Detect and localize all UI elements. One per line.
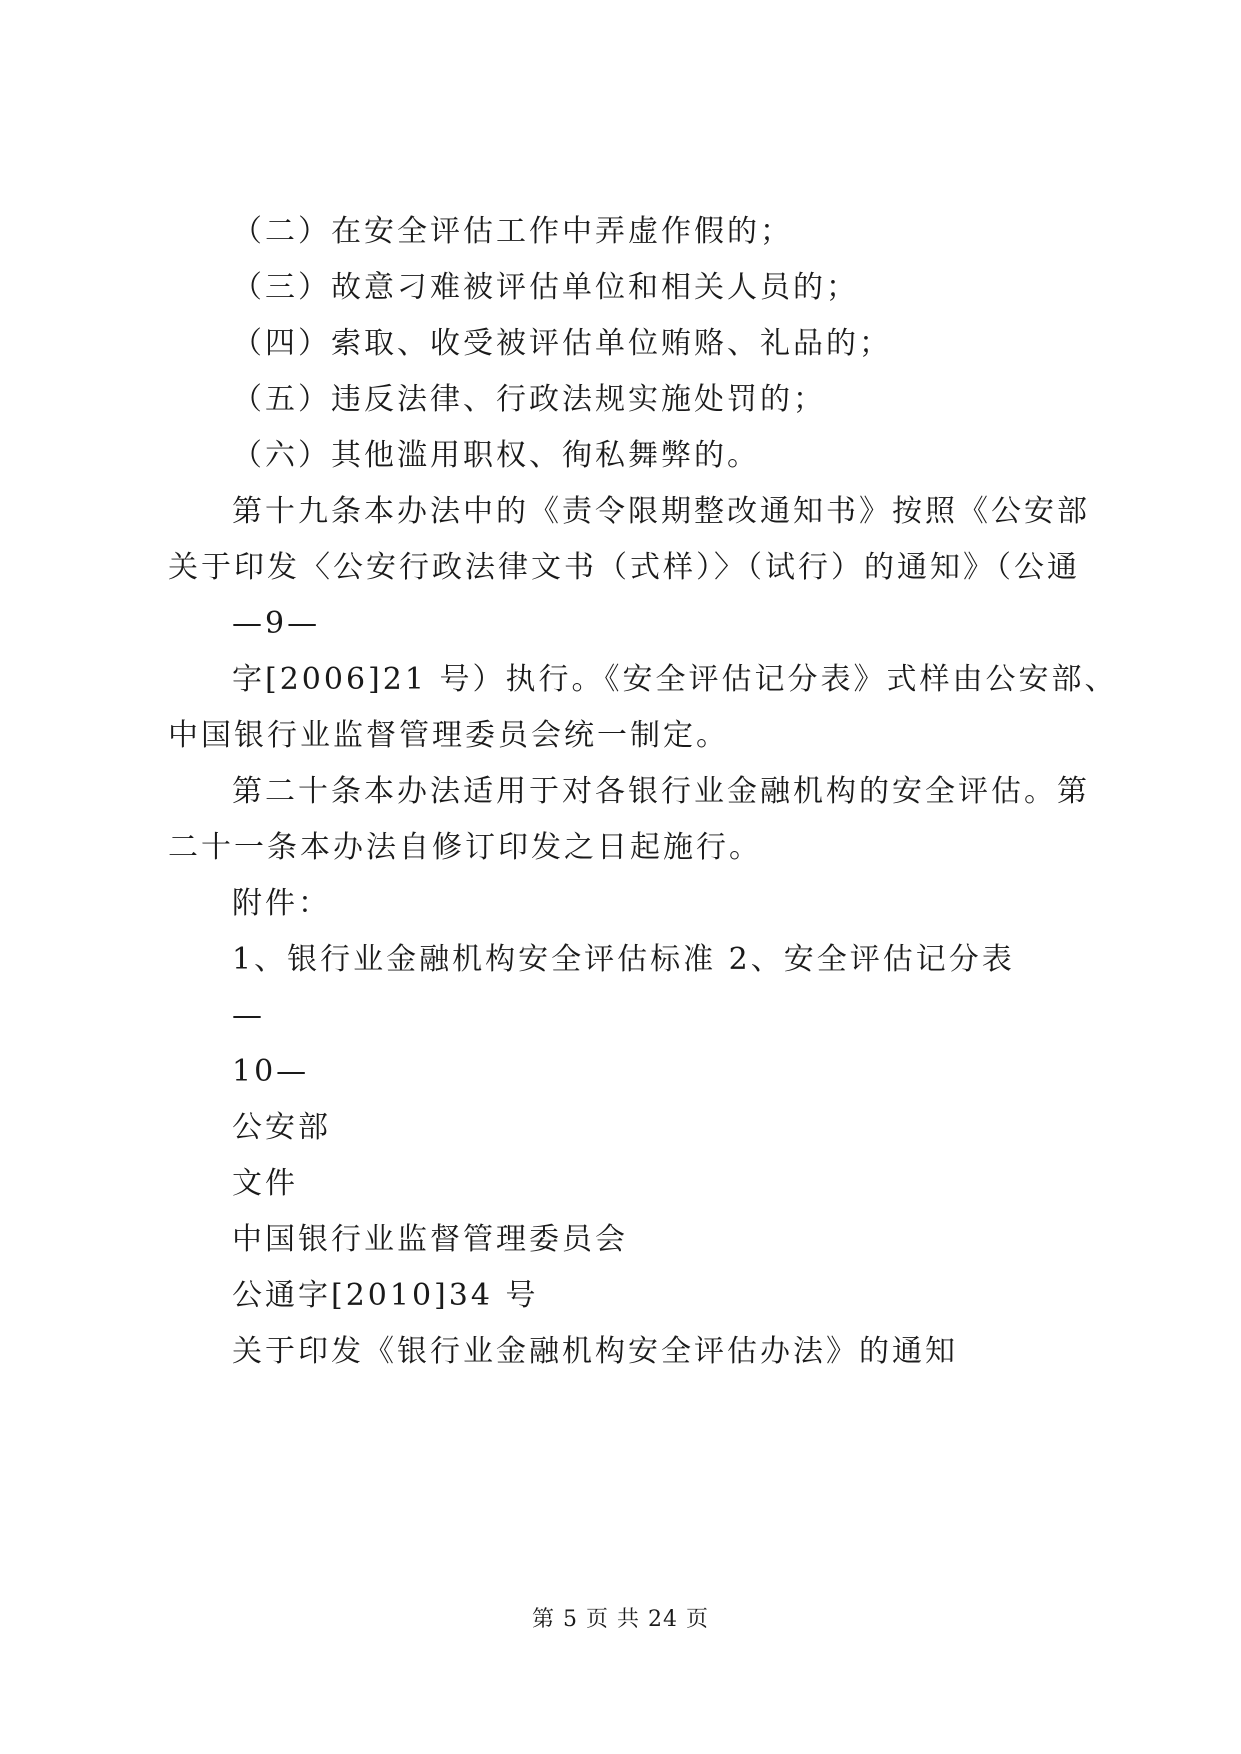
page-footer: 第 5 页 共 24 页 — [532, 1607, 709, 1632]
attachments-heading: 附件： — [232, 886, 331, 921]
item-four: （四）索取、收受被评估单位贿赂、礼品的； — [232, 326, 892, 361]
item-two: （二）在安全评估工作中弄虚作假的； — [232, 214, 793, 249]
item-six: （六）其他滥用职权、徇私舞弊的。 — [232, 438, 760, 473]
issuer-cbrc: 中国银行业监督管理委员会 — [232, 1222, 628, 1257]
document-word: 文件 — [232, 1166, 298, 1201]
page-marker-dash: — — [232, 998, 265, 1033]
page-marker-10: 10— — [232, 1054, 310, 1089]
article-20-line-1: 第二十条本办法适用于对各银行业金融机构的安全评估。第 — [232, 774, 1090, 809]
article-19-line-4: 中国银行业监督管理委员会统一制定。 — [168, 718, 729, 753]
article-19-line-1: 第十九条本办法中的《责令限期整改通知书》按照《公安部 — [232, 494, 1090, 529]
item-five: （五）违反法律、行政法规实施处罚的； — [232, 382, 826, 417]
page-marker-9: —9— — [232, 606, 321, 641]
document-number: 公通字[2010]34 号 — [232, 1278, 539, 1313]
item-three: （三）故意刁难被评估单位和相关人员的； — [232, 270, 859, 305]
attachments-list: 1、银行业金融机构安全评估标准 2、安全评估记分表 — [232, 942, 1015, 977]
article-19-line-3: 字[2006]21 号）执行。《安全评估记分表》式样由公安部、 — [232, 662, 1118, 697]
article-20-line-2: 二十一条本办法自修订印发之日起施行。 — [168, 830, 762, 865]
article-19-line-2: 关于印发〈公安行政法律文书（式样）〉（试行）的通知》（公通 — [168, 550, 1080, 585]
notice-title: 关于印发《银行业金融机构安全评估办法》的通知 — [232, 1334, 958, 1369]
issuer-mps: 公安部 — [232, 1110, 331, 1145]
